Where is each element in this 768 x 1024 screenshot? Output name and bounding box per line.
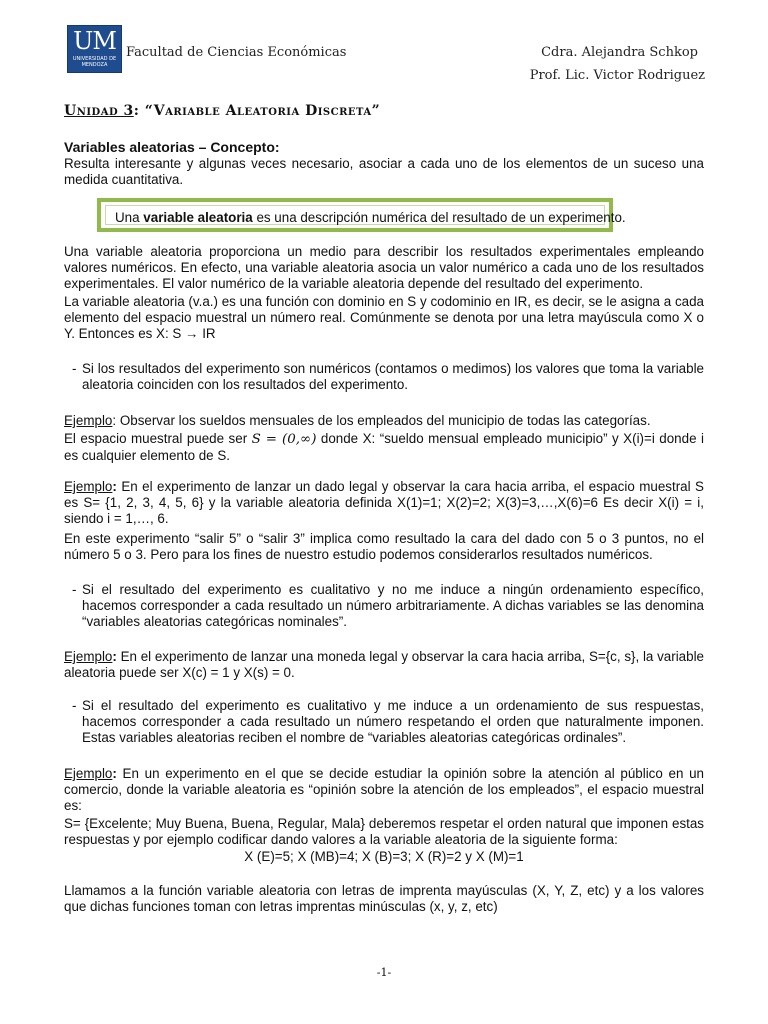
sample-space-formula: S = (0,∞) — [251, 432, 317, 447]
unit-label: Unidad 3 — [64, 103, 134, 119]
example-3-label: Ejemplo — [64, 649, 113, 664]
example-1-label: Ejemplo — [64, 413, 113, 428]
example-1-line2 — [64, 431, 704, 464]
logo-text: UM — [73, 27, 116, 55]
example-4-label: Ejemplo — [64, 766, 113, 781]
logo-subtext: UNIVERSIDAD DE MENDOZA — [72, 56, 117, 68]
author-2: Prof. Lic. Victor Rodriguez — [529, 68, 705, 83]
example-4-text: En un experimento en el que se decide estudiar la opinión sobre la atención al público en un comercio, donde la variable aleatoria es “opinión sobre la atención de los empleados”, el espacio muestral es: — [64, 766, 704, 814]
page-number: -1- — [376, 966, 392, 979]
example-3-colon: : — [112, 649, 117, 664]
paragraph-4: Llamamos a la función variable aleatoria con letras de imprenta mayúsculas (X, Y, Z, etc) y a los valores que dichas funciones toman con letras imprentas minúsculas (x, y, z, etc) — [64, 883, 704, 915]
section-heading: Variables aleatorias – Concepto: — [64, 139, 280, 155]
example-1-line2-b: donde X: “sueldo mensual empleado municipio” y X(i)=i donde i es cualquier elemento de S. — [64, 431, 704, 464]
example-1 — [64, 413, 704, 429]
author-1: Cdra. Alejandra Schkop — [541, 45, 698, 60]
definition-before: Una — [115, 210, 144, 225]
bullet-dash: - — [72, 698, 77, 713]
bullet-text-3: Si el resultado del experimento es cualitativo y me induce a un ordenamiento de sus respuestas, hacemos corresponder a cada resultado un número respetando el orden que naturalmente imponen. Estas variables aleatorias reciben el nombre de “variables aleatorias categóricas ordinales”. — [82, 698, 704, 746]
bullet-item-2 — [72, 582, 704, 631]
definition-box — [97, 198, 626, 232]
bullet-dash: - — [72, 582, 77, 597]
coding-line: X (E)=5; X (MB)=4; X (B)=3; X (R)=2 y X (M)=1 — [244, 849, 524, 864]
example-1-text: : Observar los sueldos mensuales de los empleados del municipio de todas las categorías. — [112, 413, 651, 428]
definition-after: es una descripción numérica del resultado de un experimento. — [252, 210, 626, 225]
paragraph-3: S= {Excelente; Muy Buena, Buena, Regular, Mala} deberemos respetar el orden natural que imponen estas respuestas y por ejemplo codificar dando valores a la variable aleatoria de la siguiente forma: — [64, 816, 704, 848]
bullet-text-1: Si los resultados del experimento son numéricos (contamos o medimos) los valores que toma la variable aleatoria coinciden con los resultados del experimento. — [82, 361, 704, 393]
example-2-colon: : — [112, 479, 117, 494]
section-intro: Resulta interesante y algunas veces necesario, asociar a cada uno de los elementos de un suceso una medida cuantitativa. — [64, 156, 704, 188]
definition-text — [115, 210, 626, 225]
bullet-dash: - — [72, 361, 77, 376]
definition-term: variable aleatoria — [143, 210, 253, 225]
example-2 — [64, 479, 704, 528]
example-2-text: En el experimento de lanzar un dado legal y observar la cara hacia arriba, el espacio muestral S es S= {1, 2, 3, 4, 5, 6} y la variable aleatoria definida X(1)=1; X(2)=2; X(3)=3,…,X(6)=6 Es decir X(i) = i, siendo i = 1,…, 6. — [64, 479, 704, 527]
example-3-text: En el experimento de lanzar una moneda legal y observar la cara hacia arriba, S={c, s}, la variable aleatoria puede ser X(c) = 1 y X(s) = 0. — [64, 649, 704, 681]
example-4-colon: : — [112, 766, 117, 781]
example-2-label: Ejemplo — [64, 479, 113, 494]
bullet-item-1 — [72, 361, 704, 393]
unit-title — [64, 103, 380, 119]
bullet-text-2: Si el resultado del experimento es cualitativo y no me induce a ningún ordenamiento específico, hacemos corresponder a cada resultado un número arbitrariamente. A dichas variables se las denomina “variables aleatorias categóricas nominales”. — [82, 582, 704, 630]
example-1-line2-a: El espacio muestral puede ser — [64, 431, 252, 446]
bullet-item-3 — [72, 698, 704, 747]
example-3 — [64, 649, 704, 681]
faculty-name: Facultad de Ciencias Económicas — [126, 45, 347, 60]
example-4 — [64, 766, 704, 815]
unit-name: : “Variable Aleatoria Discreta” — [133, 103, 381, 119]
paragraph-2: La variable aleatoria (v.a.) es una función con dominio en S y codominio en IR, es decir, se le asigna a cada elemento del espacio muestral un número real. Comúnmente se denota por una letra mayúscula como X o Y. Entonces es X: S → IR — [64, 294, 704, 342]
example-2-note: En este experimento “salir 5” o “salir 3” implica como resultado la cara del dado con 5 o 3 puntos, no el número 5 o 3. Pero para los fines de nuestro estudio podemos considerarlos resultados numéricos. — [64, 531, 704, 563]
university-logo — [67, 25, 122, 73]
paragraph-1: Una variable aleatoria proporciona un medio para describir los resultados experimentales empleando valores numéricos. En efecto, una variable aleatoria asocia un valor numérico a cada uno de los resultados experimentales. El valor numérico de la variable aleatoria depende del resultado del experimento. — [64, 244, 704, 292]
